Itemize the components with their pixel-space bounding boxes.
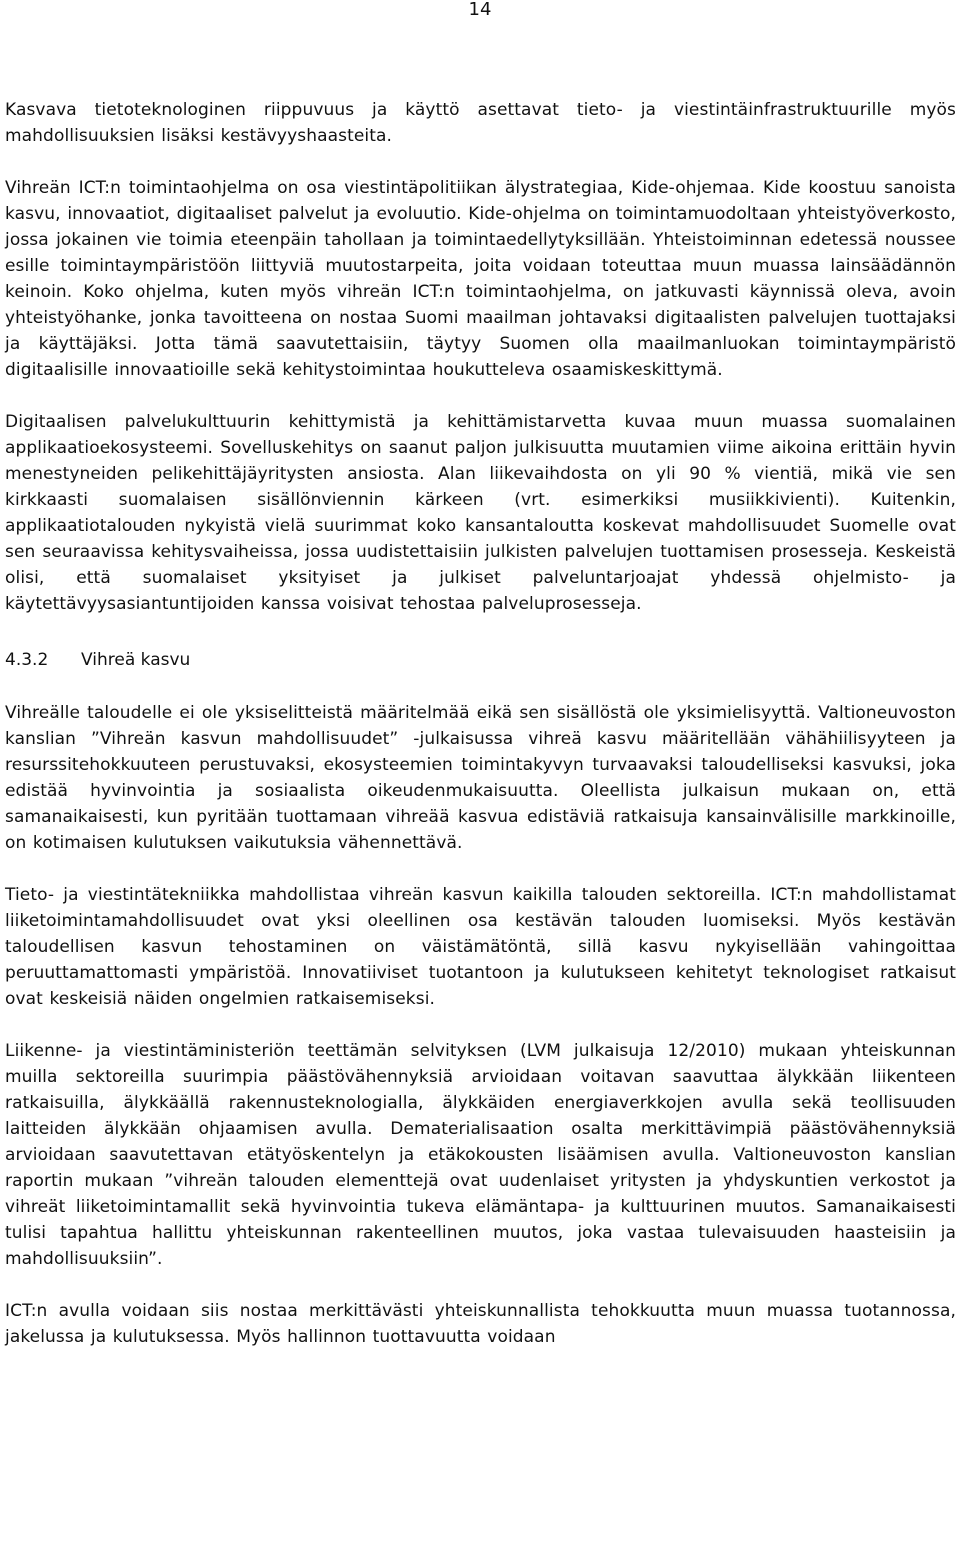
paragraph-vihrea-talous: Vihreälle taloudelle ei ole yksiselitteistä määritelmää eikä sen sisällöstä ole yksimielisyyttä. Valtioneuvoston kanslian ”Vihreän kasvun mahdollisuudet” -julkaisussa vihreä kasvu määritellään vähähiilisyyteen ja resurssitehokkuuteen perustuvaksi, ekosysteemien toimintakyvyn turvaavaksi taloudelliseksi kasvuksi, joka edistää hyvinvointia ja sosiaalista oikeudenmukaisuutta. Oleellista julkaisun mukaan on, että samanaikaisesti, kun pyritään tuottamaan vihreää kasvua edistäviä ratkaisuja kansainvälisille markkinoille, on kotimaisen kulutuksen vaikutuksia vähennettävä. <box>5 703 956 853</box>
document-body <box>5 97 956 1350</box>
paragraph-lvm-selvitys: Liikenne- ja viestintäministeriön teettämän selvityksen (LVM julkaisuja 12/2010) mukaan yhteiskunnan muilla sektoreilla suurimpia päästövähennyksiä arvioidaan voitavan saavuttaa älykkään liikenteen ratkaisuilla, älykkäällä rakennusteknologialla, älykkäiden energiaverkkojen avulla sekä teollisuuden laitteiden älykkään ohjaamisen avulla. Dematerialisaation osalta merkittävimpiä päästövähennyksiä arvioidaan saavutettavan etätyöskentelyn ja etäkokousten lisäämisen avulla. Valtioneuvoston kanslian raportin mukaan ”vihreän talouden elementtejä ovat uudenlaiset yritysten ja yhdyskuntien verkostot ja vihreät liiketoimintamallit sekä hyvinvointia tukeva elämäntapa- ja kulttuurinen muutos. Samanaikaisesti tulisi tapahtua hallittu yhteiskunnan rakenteellinen muutos, joka vastaa tulevaisuuden haasteisiin ja mahdollisuuksiin”. <box>5 1041 956 1269</box>
paragraph-kestavyyshaasteet: Kasvava tietoteknologinen riippuvuus ja käyttö asettavat tieto- ja viestintäinfrastruktuurille myös mahdollisuuksien lisäksi kestävyyshaasteita. <box>5 100 956 146</box>
section-number: 4.3.2 <box>5 650 49 670</box>
paragraph-ict-tehokkuus: ICT:n avulla voidaan siis nostaa merkittävästi yhteiskunnallista tehokkuutta muun muassa tuotannossa, jakelussa ja kulutuksessa. Myös hallinnon tuottavuutta voidaan <box>5 1301 956 1347</box>
paragraph-kide-ohjelma: Vihreän ICT:n toimintaohjelma on osa viestintäpolitiikan älystrategiaa, Kide-ohjemaa. Kide koostuu sanoista kasvu, innovaatiot, digitaaliset palvelut ja evoluutio. Kide-ohjelma on toimintamuodoltaan yhteistyöverkosto, jossa jokainen vie toimia eteenpäin tahollaan ja toimintaedellytyksillään. Yhteistoiminnan edetessä noussee esille toimintaympäristöön liittyviä muutostarpeita, joita voidaan toteuttaa muun muassa lainsäädännön keinoin. Koko ohjelma, kuten myös vihreän ICT:n toimintaohjelma, on jatkuvasti käynnissä oleva, avoin yhteistyöhanke, jonka tavoitteena on nostaa Suomi maailman johtavaksi digitaalisten palvelujen tuottajaksi ja käyttäjäksi. Jotta tämä saavutettaisiin, täytyy Suomen olla maailmanluokan toimintaympäristö digitaalisille innovaatioille sekä kehitystoimintaa houkutteleva osaamiskeskittymä. <box>5 178 956 380</box>
section-title: Vihreä kasvu <box>81 650 191 670</box>
paragraph-tieto-ja-viestintatekniikka: Tieto- ja viestintätekniikka mahdollistaa vihreän kasvun kaikilla talouden sektoreilla. ICT:n mahdollistamat liiketoimintamahdollisuudet ovat yksi oleellinen osa kestävän talouden luomiseksi. Myös kestävän taloudellisen kasvun tehostaminen on väistämätöntä, sillä kasvu nykyisellään vahingoittaa peruuttamattomasti ympäristöä. Innovatiiviset tuotantoon ja kulutukseen kehitetyt teknologiset ratkaisut ovat keskeisiä näiden ongelmien ratkaisemiseksi. <box>5 885 956 1009</box>
page-number: 14 <box>468 0 492 20</box>
paragraph-palvelukulttuuri: Digitaalisen palvelukulttuurin kehittymistä ja kehittämistarvetta kuvaa muun muassa suomalainen applikaatioekosysteemi. Sovelluskehitys on saanut paljon julkisuutta muutamien viime aikoina erittäin hyvin menestyneiden pelikehittäjäyritysten ansiosta. Alan liikevaihdosta on yli 90 % vientiä, mikä vie sen kirkkaasti suomalaisen sisällönviennin kärkeen (vrt. esimerkiksi musiikkivienti). Kuitenkin, applikaatiotalouden nykyistä vielä suurimmat koko kansantaloutta koskevat mahdollisuudet Suomelle ovat sen seuraavissa kehitysvaiheissa, jossa uudistettaisiin julkisten palvelujen tuottamisen prosesseja. Keskeistä olisi, että suomalaiset yksityiset ja julkiset palveluntarjoajat yhdessä ohjelmisto- ja käytettävyysasiantuntijoiden kanssa voisivat tehostaa palveluprosesseja. <box>5 412 956 614</box>
section-heading <box>5 647 956 673</box>
